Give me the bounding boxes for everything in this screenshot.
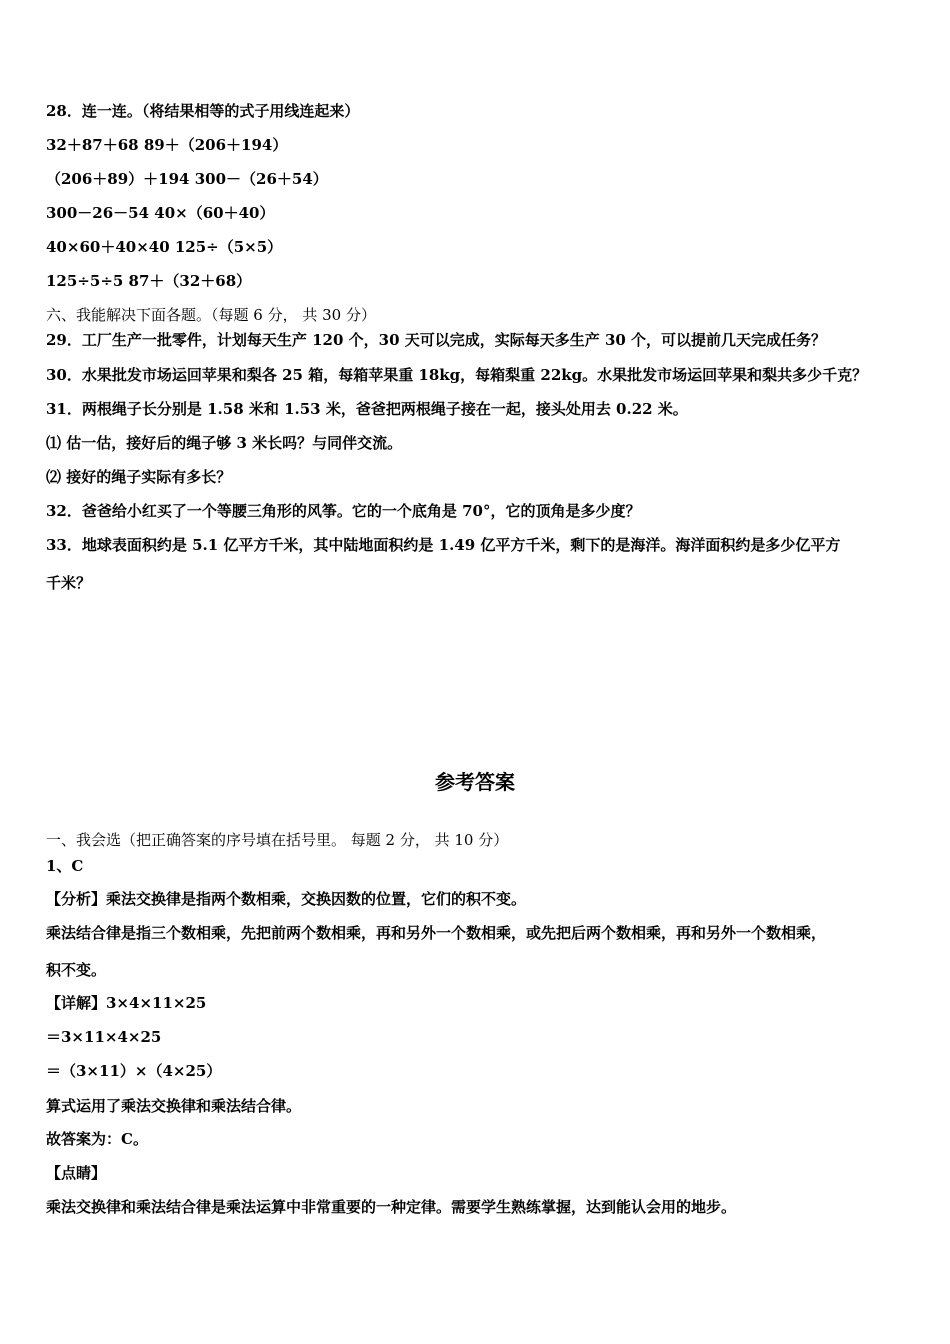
- answer-1-comment: 乘法交换律和乘法结合律是乘法运算中非常重要的一种定律。需要学生熟练掌握，达到能认会用的地步。: [46, 1198, 737, 1216]
- question-31-sub-1: ⑴ 估一估，接好后的绳子够 3 米长吗？与同伴交流。: [46, 434, 403, 452]
- answer-1-associative-line-1: 乘法结合律是指三个数相乘，先把前两个数相乘，再和另外一个数相乘，或先把后两个数相乘，再和另外一个数相乘，: [46, 924, 827, 942]
- question-33-line-1: 33．地球表面积约是 5.1 亿平方千米，其中陆地面积约是 1.49 亿平方千米，剩下的是海洋。海洋面积约是多少亿平方: [46, 536, 841, 554]
- q28-row-5: 125÷5÷5 87＋（32＋68）: [46, 272, 252, 290]
- q28-row-3: 300－26－54 40×（60＋40）: [46, 204, 275, 222]
- question-30: 30．水果批发市场运回苹果和梨各 25 箱，每箱苹果重 18kg，每箱梨重 22kg。水果批发市场运回苹果和梨共多少千克？: [46, 366, 868, 384]
- answer-1: 1、C: [46, 857, 84, 875]
- question-32: 32．爸爸给小红买了一个等腰三角形的风筝。它的一个底角是 70°，它的顶角是多少度？: [46, 502, 641, 520]
- q28-row-1: 32＋87＋68 89＋（206＋194）: [46, 136, 288, 154]
- question-28-prompt: 28．连一连。（将结果相等的式子用线连起来）: [46, 102, 360, 120]
- question-31-sub-2: ⑵ 接好的绳子实际有多长？: [46, 468, 232, 486]
- answer-key-title: 参考答案: [435, 770, 515, 794]
- section-6-heading: 六、我能解决下面各题。（每题 6 分， 共 30 分）: [46, 306, 376, 324]
- answer-1-step-1: ＝3×11×4×25: [46, 1028, 162, 1046]
- question-29: 29．工厂生产一批零件，计划每天生产 120 个，30 天可以完成，实际每天多生产 30 个，可以提前几天完成任务？: [46, 331, 827, 349]
- answer-1-detail: 【详解】3×4×11×25: [46, 994, 207, 1012]
- q28-row-4: 40×60＋40×40 125÷（5×5）: [46, 238, 283, 256]
- answer-1-conclusion: 故答案为：C。: [46, 1130, 148, 1148]
- answer-1-comment-label: 【点睛】: [46, 1164, 107, 1182]
- answer-section-1-heading: 一、我会选（把正确答案的序号填在括号里。 每题 2 分， 共 10 分）: [46, 831, 509, 849]
- q28-row-2: （206＋89）＋194 300－（26＋54）: [46, 170, 328, 188]
- answer-1-note: 算式运用了乘法交换律和乘法结合律。: [46, 1097, 302, 1115]
- answer-1-associative-line-2: 积不变。: [46, 961, 107, 979]
- answer-1-analysis: 【分析】乘法交换律是指两个数相乘，交换因数的位置，它们的积不变。: [46, 890, 527, 908]
- question-33-line-2: 千米？: [46, 574, 92, 592]
- question-31-prompt: 31．两根绳子长分别是 1.58 米和 1.53 米，爸爸把两根绳子接在一起，接头处用去 0.22 米。: [46, 400, 688, 418]
- answer-1-step-2: ＝（3×11）×（4×25）: [46, 1062, 222, 1080]
